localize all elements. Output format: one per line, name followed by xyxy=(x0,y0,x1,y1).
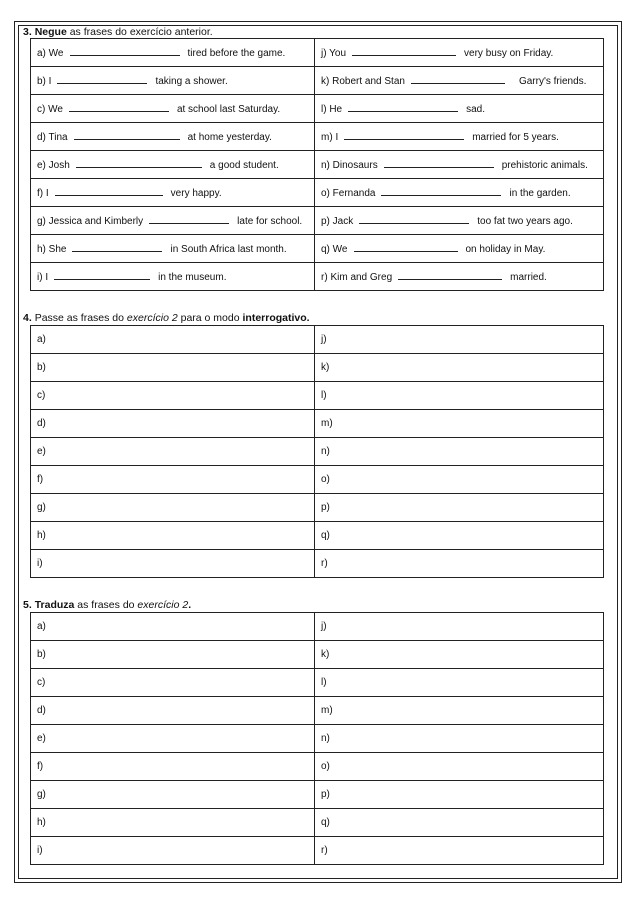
table-row xyxy=(31,522,604,550)
answer-blank[interactable] xyxy=(55,186,163,196)
exercise-right-cell xyxy=(315,263,604,291)
section-5-instruction: as frases do xyxy=(77,599,135,611)
answer-blank[interactable] xyxy=(384,158,494,168)
table-row xyxy=(31,179,604,207)
section-4-reference: exercício 2 xyxy=(126,312,178,324)
section-4-table xyxy=(30,325,604,578)
exercise-left-cell xyxy=(31,179,315,207)
sentence-start: o) Fernanda xyxy=(321,188,376,199)
table-row xyxy=(31,67,604,95)
sentence-start: h) She xyxy=(37,244,67,255)
table-row xyxy=(31,641,604,669)
sentence-end: at school last Saturday. xyxy=(176,104,281,115)
section-5-verb: Traduza xyxy=(34,599,75,611)
sentence-end: at home yesterday. xyxy=(187,132,272,143)
sentence-end: in South Africa last month. xyxy=(170,244,287,255)
table-row xyxy=(31,837,604,865)
sentence-start: e) Josh xyxy=(37,160,70,171)
answer-blank[interactable] xyxy=(348,102,458,112)
exercise-right-cell xyxy=(315,235,604,263)
table-row xyxy=(31,781,604,809)
answer-cell-right[interactable]: o) xyxy=(315,753,604,781)
section-4-number: 4. xyxy=(23,312,32,324)
answer-cell-right[interactable]: m) xyxy=(315,410,604,438)
section-3-verb: Negue xyxy=(34,26,67,38)
table-row xyxy=(31,669,604,697)
sentence-end: in the garden. xyxy=(509,188,571,199)
answer-cell-right[interactable]: p) xyxy=(315,494,604,522)
exercise-right-cell xyxy=(315,39,604,67)
answer-cell-left[interactable]: i) xyxy=(31,837,315,865)
exercise-left-cell xyxy=(31,39,315,67)
answer-cell-left[interactable]: e) xyxy=(31,725,315,753)
section-3-instruction: as frases do exercício anterior. xyxy=(69,26,213,38)
table-row xyxy=(31,809,604,837)
answer-cell-right[interactable]: j) xyxy=(315,613,604,641)
sentence-end: a good student. xyxy=(209,160,279,171)
table-row xyxy=(31,326,604,354)
answer-cell-left[interactable]: e) xyxy=(31,438,315,466)
exercise-left-cell xyxy=(31,235,315,263)
sentence-end: married. xyxy=(510,272,547,283)
table-row xyxy=(31,466,604,494)
exercise-right-cell xyxy=(315,95,604,123)
answer-cell-left[interactable]: c) xyxy=(31,669,315,697)
answer-cell-right[interactable]: k) xyxy=(315,641,604,669)
table-row xyxy=(31,613,604,641)
sentence-end: sad. xyxy=(466,104,486,115)
table-row xyxy=(31,382,604,410)
sentence-end: Garry's friends. xyxy=(518,76,587,87)
answer-cell-left[interactable]: b) xyxy=(31,641,315,669)
sentence-start: i) I xyxy=(37,272,49,283)
answer-cell-left[interactable]: c) xyxy=(31,382,315,410)
answer-blank[interactable] xyxy=(69,102,169,112)
answer-cell-right[interactable]: k) xyxy=(315,354,604,382)
exercise-right-cell xyxy=(315,179,604,207)
answer-cell-right[interactable]: r) xyxy=(315,550,604,578)
table-row xyxy=(31,95,604,123)
exercise-right-cell xyxy=(315,207,604,235)
sentence-end: too fat two years ago. xyxy=(477,216,573,227)
table-row xyxy=(31,235,604,263)
exercise-left-cell xyxy=(31,67,315,95)
section-5-heading xyxy=(23,599,191,611)
sentence-start: k) Robert and Stan xyxy=(321,76,405,87)
sentence-start: r) Kim and Greg xyxy=(321,272,393,283)
sentence-end: late for school. xyxy=(237,216,303,227)
answer-cell-right[interactable]: n) xyxy=(315,438,604,466)
exercise-left-cell xyxy=(31,263,315,291)
table-row xyxy=(31,550,604,578)
sentence-end: prehistoric animals. xyxy=(501,160,588,171)
section-3-number: 3. xyxy=(23,26,32,38)
answer-blank[interactable] xyxy=(149,214,229,224)
answer-cell-left[interactable]: b) xyxy=(31,354,315,382)
sentence-start: f) I xyxy=(37,188,49,199)
answer-cell-left[interactable]: h) xyxy=(31,809,315,837)
sentence-start: l) He xyxy=(321,104,343,115)
sentence-start: q) We xyxy=(321,244,348,255)
answer-blank[interactable] xyxy=(381,186,501,196)
sentence-start: m) I xyxy=(321,132,339,143)
table-row xyxy=(31,151,604,179)
section-4-heading xyxy=(23,312,310,324)
answer-cell-right[interactable]: n) xyxy=(315,725,604,753)
section-5-table xyxy=(30,612,604,865)
answer-cell-left[interactable]: h) xyxy=(31,522,315,550)
answer-cell-right[interactable]: q) xyxy=(315,809,604,837)
section-4-instruction-mid: para o modo xyxy=(180,312,240,324)
sentence-end: very busy on Friday. xyxy=(464,48,554,59)
table-row xyxy=(31,494,604,522)
answer-blank[interactable] xyxy=(398,270,502,280)
table-row xyxy=(31,725,604,753)
section-5-reference: exercício 2 xyxy=(137,599,189,611)
answer-cell-left[interactable]: a) xyxy=(31,326,315,354)
section-4-mode: interrogativo. xyxy=(242,312,310,324)
answer-cell-left[interactable]: d) xyxy=(31,697,315,725)
sentence-start: p) Jack xyxy=(321,216,354,227)
answer-blank[interactable] xyxy=(411,74,505,84)
answer-blank[interactable] xyxy=(70,46,180,56)
table-row xyxy=(31,39,604,67)
answer-blank[interactable] xyxy=(76,158,202,168)
table-row xyxy=(31,410,604,438)
exercise-right-cell xyxy=(315,67,604,95)
exercise-left-cell xyxy=(31,123,315,151)
answer-cell-right[interactable]: o) xyxy=(315,466,604,494)
section-3-heading xyxy=(23,26,213,38)
answer-cell-left[interactable]: f) xyxy=(31,753,315,781)
table-row xyxy=(31,438,604,466)
section-5-period: . xyxy=(188,599,192,611)
table-row xyxy=(31,123,604,151)
table-row xyxy=(31,263,604,291)
answer-cell-left[interactable]: f) xyxy=(31,466,315,494)
sentence-start: j) You xyxy=(321,48,347,59)
exercise-left-cell xyxy=(31,95,315,123)
answer-cell-right[interactable]: m) xyxy=(315,697,604,725)
answer-cell-left[interactable]: g) xyxy=(31,781,315,809)
answer-blank[interactable] xyxy=(74,130,180,140)
sentence-start: g) Jessica and Kimberly xyxy=(37,216,144,227)
answer-cell-left[interactable]: a) xyxy=(31,613,315,641)
table-row xyxy=(31,354,604,382)
sentence-end: tired before the game. xyxy=(187,48,286,59)
sentence-start: d) Tina xyxy=(37,132,68,143)
answer-cell-right[interactable]: l) xyxy=(315,669,604,697)
exercise-right-cell xyxy=(315,151,604,179)
answer-blank[interactable] xyxy=(72,242,162,252)
sentence-start: n) Dinosaurs xyxy=(321,160,378,171)
sentence-end: taking a shower. xyxy=(155,76,228,87)
sentence-end: in the museum. xyxy=(158,272,227,283)
answer-cell-right[interactable]: j) xyxy=(315,326,604,354)
table-row xyxy=(31,697,604,725)
exercise-left-cell xyxy=(31,207,315,235)
section-5-number: 5. xyxy=(23,599,32,611)
answer-blank[interactable] xyxy=(352,46,456,56)
sentence-start: c) We xyxy=(37,104,63,115)
answer-blank[interactable] xyxy=(344,130,464,140)
section-4-instruction: Passe as frases do xyxy=(34,312,124,324)
answer-cell-right[interactable]: l) xyxy=(315,382,604,410)
sentence-end: very happy. xyxy=(170,188,222,199)
answer-cell-right[interactable]: q) xyxy=(315,522,604,550)
table-row xyxy=(31,753,604,781)
exercise-right-cell xyxy=(315,123,604,151)
answer-cell-left[interactable]: d) xyxy=(31,410,315,438)
answer-cell-right[interactable]: p) xyxy=(315,781,604,809)
answer-blank[interactable] xyxy=(54,270,150,280)
sentence-start: a) We xyxy=(37,48,64,59)
exercise-left-cell xyxy=(31,151,315,179)
sentence-start: b) I xyxy=(37,76,52,87)
table-row xyxy=(31,207,604,235)
answer-cell-right[interactable]: r) xyxy=(315,837,604,865)
section-3-table xyxy=(30,38,604,291)
answer-blank[interactable] xyxy=(57,74,147,84)
sentence-end: on holiday in May. xyxy=(465,244,546,255)
answer-cell-left[interactable]: i) xyxy=(31,550,315,578)
answer-blank[interactable] xyxy=(359,214,469,224)
answer-cell-left[interactable]: g) xyxy=(31,494,315,522)
answer-blank[interactable] xyxy=(354,242,458,252)
sentence-end: married for 5 years. xyxy=(472,132,559,143)
